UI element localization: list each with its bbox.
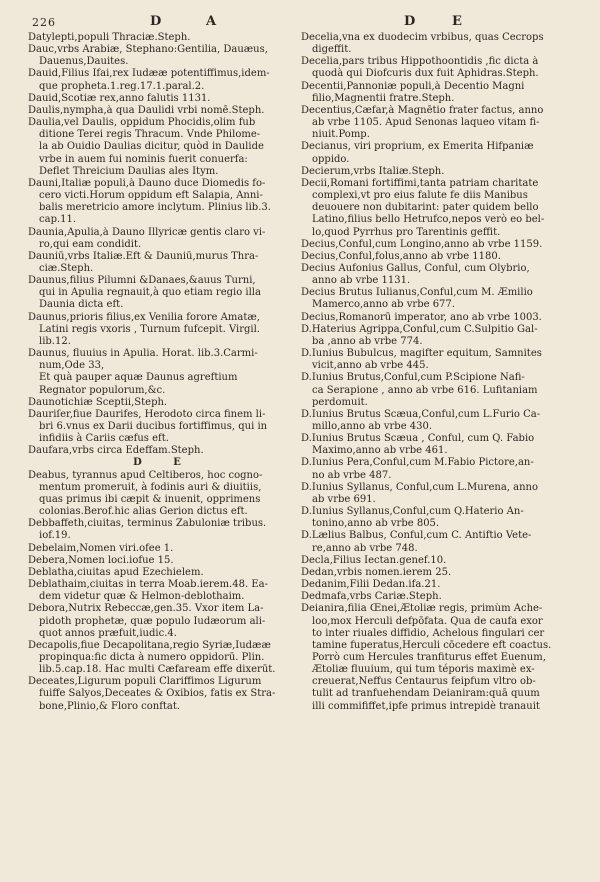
page-header [0,14,600,32]
entry-line: loo,mox Herculi defpōfata. Qua de caufa exor [312,615,543,627]
entry-line: balis meretricio amore inclytum. Plinius lib.3. [39,202,271,214]
entry-line: Debelaim,Nomen viri.ofee 1. [28,542,174,554]
entry-line: Et quà pauper aquæ Daunus agreftium [39,372,238,384]
entry-line: lib.5.cap.18. Hac multi Cæfaream effe dixerūt. [39,664,276,676]
page-number: 226 [32,16,56,29]
right-entry [301,482,577,506]
left-entry [28,178,300,227]
right-entry [301,603,577,712]
left-column [28,32,300,713]
right-entry [301,433,577,457]
left-entry [28,543,300,555]
entry-line: D.Iunius Syllanus,Conful,cum Q.Haterio An- [301,506,524,518]
right-entry [301,591,577,603]
left-entry [28,312,300,348]
entry-line: millo,anno ab vrbe 430. [312,421,433,432]
entry-line: Decius,Conful,cum Longino,anno ab vrbe 1159. [301,238,543,250]
entry-line: Deceates,Ligurum populi Clariffimos Ligurum [28,676,262,688]
entry-line: ab vrbe 691. [312,493,376,505]
entry-line: Dedanim,Filii Dedan.ifa.21. [301,579,441,591]
right-entry [301,178,577,239]
entry-line: Latino,filius bello Hetrufco,nepos verò eo bel- [312,214,545,226]
entry-line: complexi,vt pro eius falute fe diis Manibus [312,190,528,202]
entry-line: niuit.Pomp. [312,129,370,141]
entry-line: Decii,Romani fortiffimi,tanta patriam charitate [301,177,539,189]
right-entry [301,263,577,287]
entry-line: lib.12. [39,335,71,347]
entry-line: Debbaffeth,ciuitas, terminus Zabuloniæ tribus. [28,518,267,530]
entry-line: Deblathaim,ciuitas in terra Moab.ierem.48. Ea- [28,579,268,591]
left-entry [28,348,300,397]
right-entry [301,166,577,178]
entry-line: infidiis à Cariis cæfus eft. [39,433,169,445]
entry-line: creuerat,Neffus Centaurus feipfum vltro ob- [312,676,536,688]
entry-line: Dauid,Filius Ifai,rex Iudææ potentiffimus,idem- [28,68,270,80]
left-entry [28,603,300,639]
entry-line: Decelia,vna ex duodecim vrbibus, quas Cecrops [301,32,544,43]
right-entry [301,141,577,165]
entry-line: Decentius,Cæfar,à Magnētio frater factus, anno [301,104,544,116]
entry-line: Dedmafa,vrbs Cariæ.Steph. [301,591,442,603]
right-entry [301,81,577,105]
entry-line: oppido. [312,153,350,165]
entry-line: D.Iunius Pera,Conful,cum M.Fabio Pictore,an- [301,457,534,469]
entry-line: vicit,anno ab vrbe 445. [312,360,429,372]
entry-line: D.Lælius Balbus, Conful,cum C. Antiftio Vete- [301,530,532,542]
entry-line: Dauid,Scotiæ rex,anno falutis 1131. [28,92,211,104]
entry-line: tamine fuperatus,Herculi cōcedere eft coactus. [312,639,552,651]
right-column [301,32,577,713]
left-entry [28,470,300,519]
entry-line: Deflet Threicium Daulias ales Itym. [39,165,219,177]
entry-line: Daulis,nympha,à qua Daulidi vrbi nomē.Steph. [28,104,265,116]
entry-line: quas primus ibi cæpit & inuenit, opprimens [39,493,261,505]
entry-line: qui in Apulia regnauit,à quo etiam regio illa [39,287,261,299]
entry-line: quot annos præfuit,iudic.4. [39,627,177,639]
left-entry [28,44,300,68]
right-entry [301,239,577,251]
right-guide-letter-1: D [404,14,417,29]
left-entry [28,251,300,275]
entry-line: Decentii,Pannoniæ populi,à Decentio Magni [301,80,525,92]
left-entry [28,579,300,603]
left-entry [28,445,300,457]
entry-line: Dauniū,vrbs Italiæ.Eft & Dauniū,murus Thra- [28,250,259,262]
right-entry [301,567,577,579]
right-entry [301,32,577,56]
right-entry [301,324,577,348]
entry-line: Regnator populorum,&c. [39,384,166,396]
entry-line: iof.19. [39,530,71,542]
left-entry [28,32,300,44]
entry-line: deuouere non dubitarint: pater quidem bello [312,202,539,214]
entry-line: Porrò cum Hercules tranfiturus effet Euenum, [312,651,546,663]
entry-line: Daunus,filius Pilumni &Danaes,&auus Turni, [28,275,256,287]
right-entry [301,312,577,324]
left-guide-letter-2: A [206,14,218,29]
right-entry [301,579,577,591]
right-entry [301,372,577,408]
left-entry [28,93,300,105]
entry-line: Decapolis,fiue Decapolitana,regio Syriæ,Iudææ [28,639,271,651]
entry-line: cap.11. [39,214,77,226]
entry-line: Decius Brutus Iulianus,Conful,cum M. Æmilio [301,287,533,299]
entry-line: D.Iunius Brutus Scæua,Conful,cum L.Furio Ca- [301,408,541,420]
entry-line: lo,quod Pyrrhus pro Tarentinis geffit. [312,226,501,238]
entry-line: tonino,anno ab vrbe 805. [312,518,440,530]
left-entry [28,275,300,311]
left-entry [28,227,300,251]
entry-line: que propheta.1.reg.17.1.paral.2. [39,80,205,92]
entry-line: vrbe in auem fui nominis fuerit conuerfa: [39,153,248,165]
entry-line: Daunus, fluuius in Apulia. Horat. lib.3.Carmi- [28,348,258,360]
entry-line: fuiffe Salyos,Deceates & Oxibios, fatis ex Stra- [39,688,276,700]
right-entry [301,506,577,530]
left-guide-letter-1: D [150,14,163,29]
entry-line: D.Iunius Brutus,Conful,cum P.Scipione Nafi- [301,372,525,384]
entry-line: Datylepti,populi Thraciæ.Steph. [28,32,191,43]
entry-line: Daufara,vrbs circa Edeffam.Steph. [28,445,204,457]
entry-line: digeffit. [312,44,352,56]
entry-line: Decius,Romanorū imperator, ano ab vrbe 1003. [301,311,542,323]
left-entry [28,518,300,542]
entry-line: tulit ad tranfuehendam Deianiram:quā quum [312,688,540,700]
entry-line: anno ab vrbe 1131. [312,275,411,287]
entry-line: cero victi.Horum oppidum eft Salapia, Anni- [39,190,263,202]
entry-line: bri 6.vnus ex Darii ducibus fortiffimus, qui in [39,421,268,432]
left-entry [28,567,300,579]
entry-line: Daulia,vel Daulis, oppidum Phocidis,olim fub [28,117,256,129]
entry-line: D.Haterius Agrippa,Conful,cum C.Sulpitio Gal- [301,323,538,335]
entry-line: Dauni,Italiæ populi,à Dauno duce Diomedis fo- [28,177,266,189]
entry-line: num,Ode 33, [39,360,105,372]
entry-line: Dedan,vrbis nomen.ierem 25. [301,566,452,578]
entry-line: Deianira,filia Œnei,Ætoliæ regis, primùm Ache- [301,603,543,615]
entry-line: pidoth prophetæ, quæ populo Iudæorum ali- [39,615,266,627]
right-entry [301,56,577,80]
right-entry [301,457,577,481]
left-entry [28,68,300,92]
right-entry [301,555,577,567]
entry-line: Decla,Filius Iectan.genef.10. [301,554,447,566]
entry-line: ba ,anno ab vrbe 774. [312,335,423,347]
entry-line: ciæ.Steph. [39,262,94,274]
entry-line: Decius Aufonius Gallus, Conful, cum Olybrio, [301,262,530,274]
left-entry [28,640,300,676]
entry-line: Deblatha,ciuitas apud Ezechielem. [28,566,204,578]
entry-line: ditione Terei regis Thracum. Vnde Philome- [39,129,261,141]
entry-line: Deabus, tyrannus apud Celtiberos, hoc cogno- [28,469,263,481]
entry-line: to inter riuales diffidio, Achelous fingulari cer [312,627,545,639]
entry-line: Daunia,Apulia,à Dauno Illyricæ gentis claro vi- [28,226,266,238]
entry-line: perdomuit. [312,396,368,408]
entry-line: Dauenus,Dauites. [39,56,129,68]
entry-line: Decierum,vrbs Italiæ.Steph. [301,165,445,177]
entry-line: Dauc,vrbs Arabiæ, Stephano:Gentilia, Dauæus, [28,44,268,56]
entry-line: dem videtur quæ & Helmon-deblothaim. [39,591,245,603]
entry-line: Debera,Nomen loci.iofue 15. [28,554,174,566]
entry-line: Decianus, viri proprium, ex Emerita Hifpaniæ [301,141,534,153]
entry-line: ab vrbe 1105. Apud Senonas laqueo vitam fi- [312,117,540,129]
entry-line: quodà qui Diofcuris dux fuit Aphidras.Steph. [312,68,539,80]
entry-line: Latini regis vxoris , Turnum fufcepit. Virgil. [39,323,260,335]
entry-line: D.Iunius Bubulcus, magifter equitum, Samnites [301,348,542,360]
entry-line: filio,Magnentii fratre.Steph. [312,92,455,104]
entry-line: illi commififfet,ipfe primus intrepidè tranauit [312,700,540,712]
entry-line: Debora,Nutrix Rebeccæ,gen.35. Vxor item La- [28,603,264,615]
entry-line: Mamerco,anno ab vrbe 677. [312,299,455,311]
right-entry [301,105,577,141]
entry-line: Decelia,pars tribus Hippothoontidis ,fic dicta à [301,56,539,68]
left-entry [28,555,300,567]
left-entry [28,409,300,445]
entry-line: Daunia dicta eft. [39,299,124,311]
right-guide-letter-2: E [452,14,463,29]
entry-line: Ætoliæ fluuium, qui tum téporis maximè ex- [312,664,535,676]
entry-line: la ab Ouidio Daulias dicitur, quòd in Daulide [39,141,264,153]
section-heading: D E [133,457,195,469]
entry-line: propinqua:fic dicta à numero oppidorū. Plin. [39,651,265,663]
entry-line: Maximo,anno ab vrbe 461. [312,445,448,457]
right-entry [301,287,577,311]
entry-line: Decius,Conful,folus,anno ab vrbe 1180. [301,250,501,262]
right-entry [301,348,577,372]
entry-line: Dauriſer,fiue Daurifes, Herodoto circa finem li- [28,408,266,420]
left-entry [28,397,300,409]
left-entry [28,676,300,712]
entry-line: D.Iunius Brutus Scæua , Conful, cum Q. Fabio [301,433,535,445]
left-entry [28,117,300,178]
entry-line: D.Iunius Syllanus, Conful,cum L.Murena, anno [301,481,539,493]
right-entry [301,251,577,263]
entry-line: bone,Plinio,& Floro conftat. [39,700,181,712]
left-entry [28,105,300,117]
entry-line: no ab vrbe 487. [312,469,392,481]
entry-line: ca Serapione , anno ab vrbe 616. Lufitaniam [312,384,538,396]
right-entry [301,530,577,554]
right-entry [301,409,577,433]
entry-line: mentum promeruit, à fodinis auri & diuitiis, [39,481,262,493]
entry-line: ro,qui eam condidit. [39,238,142,250]
entry-line: colonias.Berof.hic alias Gerion dictus eft. [39,506,248,518]
entry-line: Daunus,prioris filius,ex Venilia forore Amatæ, [28,311,260,323]
entry-line: Daunotichiæ Sceptii,Steph. [28,396,168,408]
entry-line: re,anno ab vrbe 748. [312,542,418,554]
